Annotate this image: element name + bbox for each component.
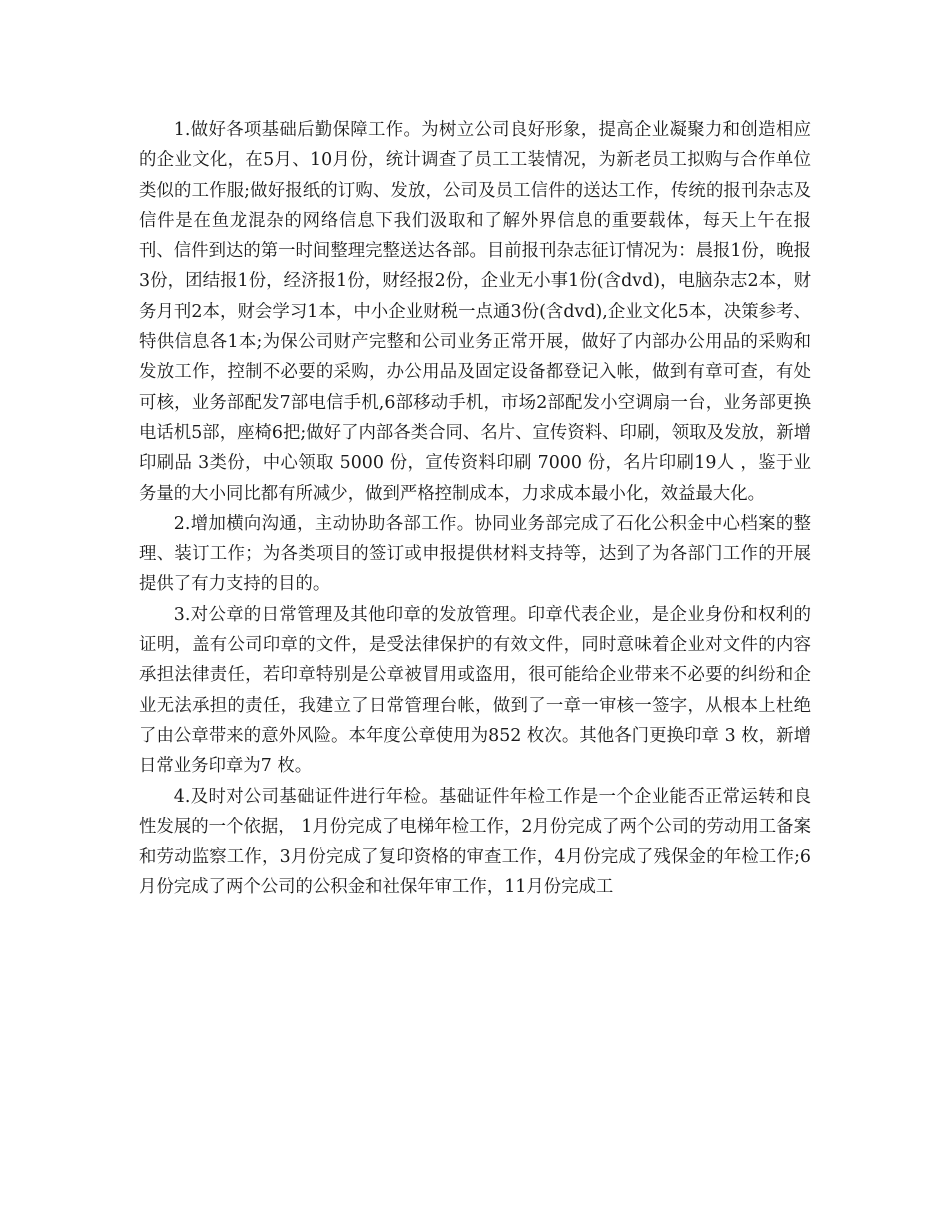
paragraph-2: 2.增加横向沟通，主动协助各部工作。协同业务部完成了石化公积金中心档案的整理、装订工作；为各类项目的签订或申报提供材料支持等，达到了为各部门工作的开展提供了有力支持的目的。 — [139, 513, 811, 595]
paragraph-4: 4.及时对公司基础证件进行年检。基础证件年检工作是一个企业能否正常运转和良性发展的一个依据， 1月份完成了电梯年检工作，2月份完成了两个公司的劳动用工备案和劳动监察工作，3月份完成了复印资格的审查工作，4月份完成了残保金的年检工作;6月份完成了两个公司的公积金和社保年审工作，11月份完成工 — [139, 786, 811, 898]
paragraph-3: 3.对公章的日常管理及其他印章的发放管理。印章代表企业，是企业身份和权利的证明，盖有公司印章的文件，是受法律保护的有效文件，同时意味着企业对文件的内容承担法律责任，若印章特别是公章被冒用或盗用，很可能给企业带来不必要的纠纷和企业无法承担的责任，我建立了日常管理台帐，做到了一章一审核一签字，从根本上杜绝了由公章带来的意外风险。本年度公章使用为852 枚次。其他各门更换印章 3 枚，新增日常业务印章为7 枚。 — [139, 604, 811, 777]
paragraph-1: 1.做好各项基础后勤保障工作。为树立公司良好形象，提高企业凝聚力和创造相应的企业文化，在5月、10月份，统计调查了员工工装情况，为新老员工拟购与合作单位类似的工作服;做好报纸的订购、发放，公司及员工信件的送达工作，传统的报刊杂志及信件是在鱼龙混杂的网络信息下我们汲取和了解外界信息的重要载体，每天上午在报刊、信件到达的第一时间整理完整送达各部。目前报刊杂志征订情况为：晨报1份，晚报3份，团结报1份，经济报1份，财经报2份，企业无小事1份(含dvd)，电脑杂志2本，财务月刊2本，财会学习1本，中小企业财税一点通3份(含dvd),企业文化5本，决策参考、特供信息各1本;为保公司财产完整和公司业务正常开展，做好了内部办公用品的采购和发放工作，控制不必要的采购，办公用品及固定设备都登记入帐，做到有章可查，有处可核，业务部配发7部电信手机,6部移动手机，市场2部配发小空调扇一台，业务部更换电话机5部，座椅6把;做好了内部各类合同、名片、宣传资料、印刷，领取及发放，新增印刷品 3类份，中心领取 5000 份，宣传资料印刷 7000 份，名片印刷19人 ，鉴于业务量的大小同比都有所减少，做到严格控制成本，力求成本最小化，效益最大化。 — [139, 120, 811, 504]
document-body — [139, 115, 811, 903]
